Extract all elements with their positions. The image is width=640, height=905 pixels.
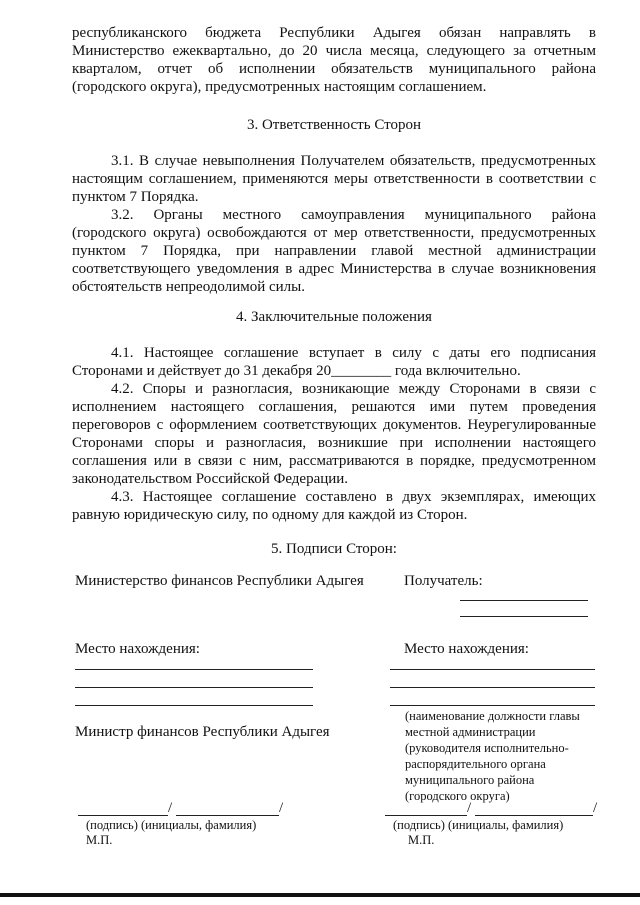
- right-signature-caption: (подпись) (инициалы, фамилия): [393, 818, 564, 832]
- right-party-line-2: [460, 616, 588, 617]
- right-location-label: Место нахождения:: [404, 641, 529, 657]
- right-signatory-line-4: распорядительного органа: [405, 757, 546, 771]
- right-signatory-line-5: муниципального района: [405, 773, 535, 787]
- left-signature-slash: /: [168, 800, 173, 816]
- section4-p3-line-2: равную юридическую силу, по одному для каждой из Сторон.: [72, 507, 468, 523]
- right-signatory-line-6: (городского округа): [405, 789, 510, 803]
- right-signature-slash: /: [467, 800, 472, 816]
- right-name-slash: /: [593, 800, 598, 816]
- right-party-line-1: [460, 600, 588, 601]
- section4-p2-line-3: переговоров с оформлением соответствующих документов. Неурегулированные: [72, 417, 596, 433]
- intro-line-4: (городского округа), предусмотренных настоящим соглашением.: [72, 79, 487, 95]
- page-bottom-edge: [0, 893, 640, 897]
- section3-p1-line-3: пунктом 7 Порядка.: [72, 189, 199, 205]
- right-signatory-line-2: местной администрации: [405, 725, 536, 739]
- section4-p3-line-1: 4.3. Настоящее соглашение составлено в двух экземплярах, имеющих: [111, 489, 596, 505]
- section4-p2-line-4: Сторонами споры и разногласия, возникшие при исполнении настоящего: [72, 435, 596, 451]
- section4-p2-line-1: 4.2. Споры и разногласия, возникающие между Сторонами в связи с: [111, 381, 596, 397]
- left-name-slash: /: [279, 800, 284, 816]
- right-stamp: М.П.: [408, 833, 435, 847]
- right-signatory-line-1: (наименование должности главы: [405, 709, 580, 723]
- left-location-line-3: [75, 705, 313, 706]
- left-name-line: [176, 815, 279, 816]
- left-signature-line: [78, 815, 168, 816]
- right-signature-line: [385, 815, 467, 816]
- section3-p2-line-2: (городского округа) освобождаются от мер ответственности, предусмотренных: [72, 225, 596, 241]
- section3-p2-line-4: соответствующего уведомления в адрес Министерства в случае возникновения: [72, 261, 596, 277]
- right-party-name: Получатель:: [404, 573, 483, 589]
- left-location-line-1: [75, 669, 313, 670]
- right-location-line-1: [390, 669, 595, 670]
- section3-p2-line-1: 3.2. Органы местного самоуправления муниципального района: [111, 207, 596, 223]
- section4-heading: 4. Заключительные положения: [236, 309, 432, 325]
- right-name-line: [475, 815, 593, 816]
- right-location-line-3: [390, 705, 595, 706]
- section4-p2-line-2: исполнением настоящего соглашения, решаются ими путем проведения: [72, 399, 596, 415]
- section3-p1-line-2: настоящим соглашением, применяются меры ответственности в соответствии с: [72, 171, 596, 187]
- section5-heading: 5. Подписи Сторон:: [271, 541, 397, 557]
- intro-line-3: кварталом, отчет об исполнении обязательств муниципального района: [72, 61, 596, 77]
- left-location-label: Место нахождения:: [75, 641, 200, 657]
- section3-p2-line-3: пунктом 7 Порядка, при направлении главой местной администрации: [72, 243, 596, 259]
- right-signatory-line-3: (руководителя исполнительно-: [405, 741, 569, 755]
- section3-p1-line-1: 3.1. В случае невыполнения Получателем обязательств, предусмотренных: [111, 153, 596, 169]
- left-signatory: Министр финансов Республики Адыгея: [75, 724, 330, 740]
- right-location-line-2: [390, 687, 595, 688]
- left-location-line-2: [75, 687, 313, 688]
- intro-line-1: республиканского бюджета Республики Адыгея обязан направлять в: [72, 25, 596, 41]
- left-signature-caption: (подпись) (инициалы, фамилия): [86, 818, 257, 832]
- left-party-name: Министерство финансов Республики Адыгея: [75, 573, 364, 589]
- section3-p2-line-5: обстоятельств непреодолимой силы.: [72, 279, 305, 295]
- intro-line-2: Министерство ежеквартально, до 20 числа месяца, следующего за отчетным: [72, 43, 596, 59]
- section4-p2-line-6: законодательством Российской Федерации.: [72, 471, 349, 487]
- left-stamp: М.П.: [86, 833, 113, 847]
- section3-heading: 3. Ответственность Сторон: [246, 117, 422, 133]
- section4-p2-line-5: соглашения или в связи с ним, рассматриваются в порядке, предусмотренном: [72, 453, 596, 469]
- section4-p1-line-2: Сторонами и действует до 31 декабря 20________ года включительно.: [72, 363, 521, 379]
- section4-p1-line-1: 4.1. Настоящее соглашение вступает в силу с даты его подписания: [111, 345, 596, 361]
